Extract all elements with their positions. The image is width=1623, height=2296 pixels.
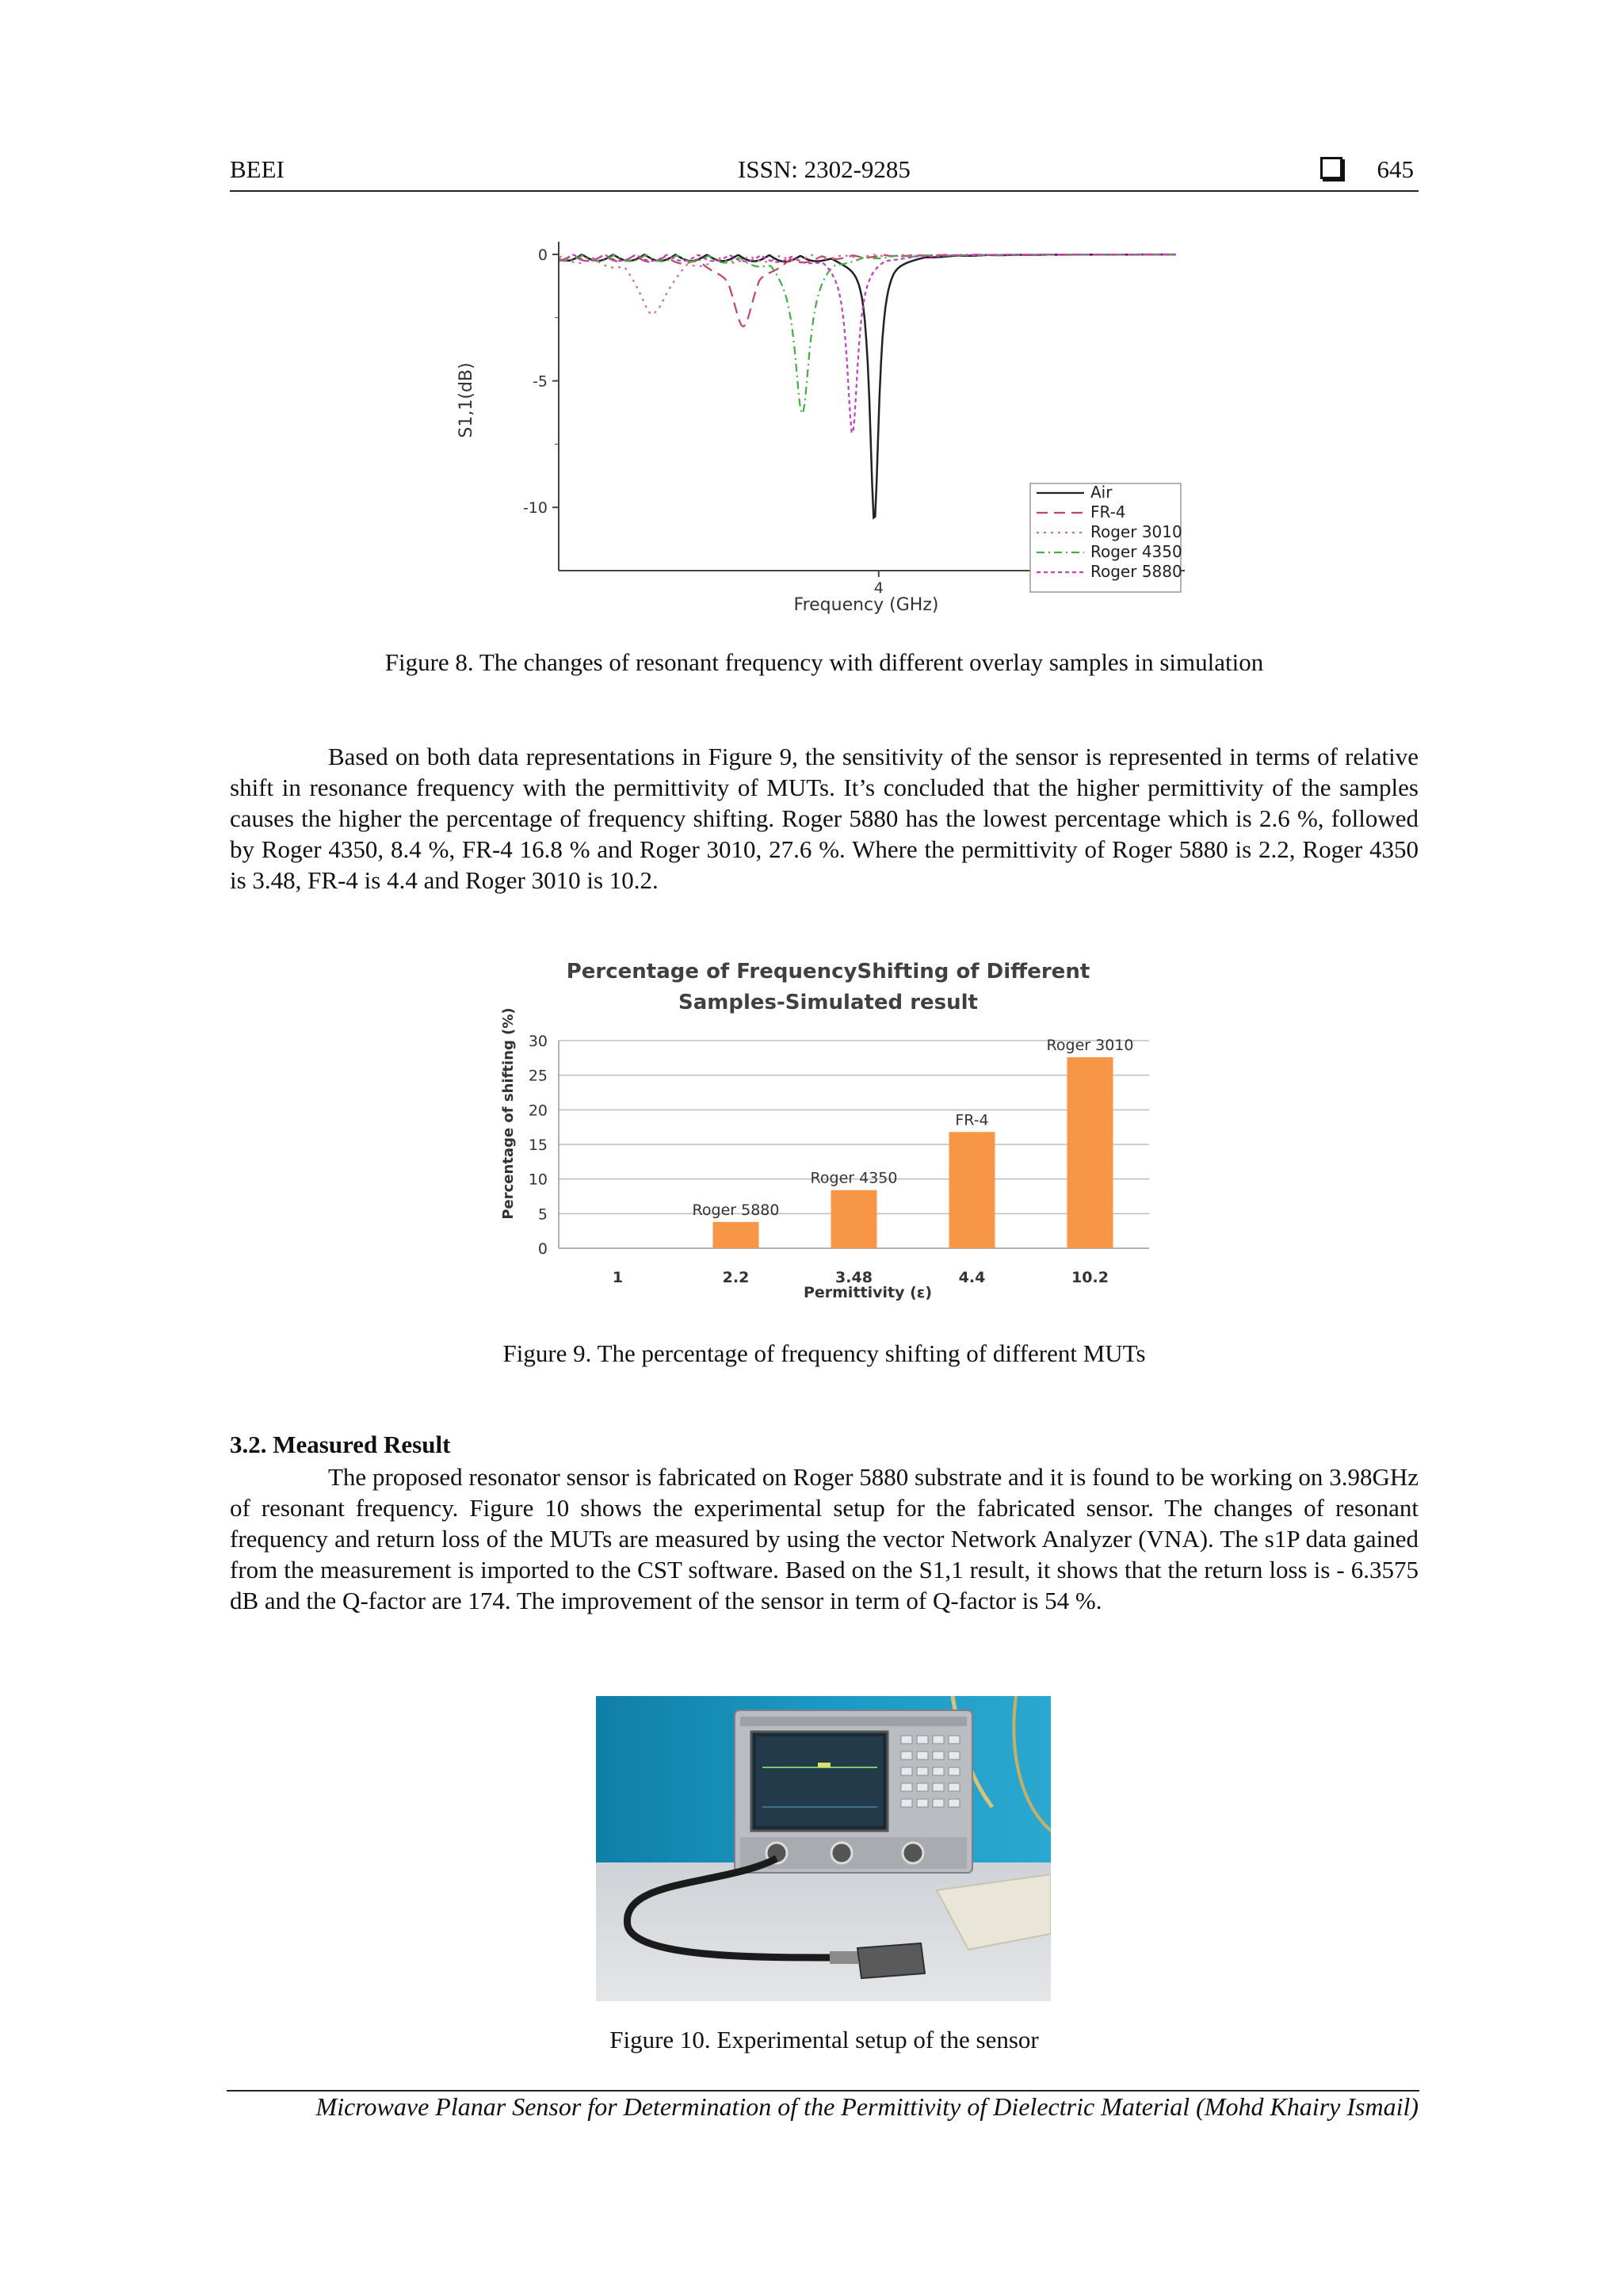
y-axis-label: S1,1(dB) [456,362,476,438]
y-tick-label: 20 [528,1102,548,1120]
chart-title-line-1: Percentage of FrequencyShifting of Different [566,960,1090,984]
bar-label: FR-4 [955,1111,989,1129]
x-tick-label: 10.2 [1071,1269,1109,1286]
y-tick-label: 10 [528,1171,548,1189]
bar-2.2 [713,1222,759,1248]
experimental-setup-photo [596,1696,1051,2001]
issn: ISSN: 2302-9285 [738,155,911,183]
bar-label: Roger 4350 [810,1169,898,1187]
figure-9-caption: Figure 9. The percentage of frequency shifting of different MUTs [502,1339,1146,1367]
legend-label: Roger 3010 [1090,522,1182,541]
y-tick-label: -5 [533,372,548,391]
y-tick-label: 0 [537,246,548,264]
legend-label: Air [1090,483,1113,502]
series-line-fr-4 [559,254,1176,327]
x-axis-label: Permittivity (ε) [803,1284,933,1301]
figure-8 [440,222,1201,626]
bar-label: Roger 5880 [692,1201,780,1219]
page-number: 645 [1377,155,1414,183]
series-line-roger-5880 [559,254,1176,433]
legend-label: Roger 4350 [1090,542,1182,561]
x-tick-label: 3.48 [835,1269,873,1286]
y-tick-label: -10 [522,499,548,518]
bar-label: Roger 3010 [1046,1036,1134,1054]
y-axis-label: Percentage of shifting (%) [500,1007,517,1220]
page-number-wrap [1320,155,1415,184]
bar-4.4 [949,1132,995,1248]
figure-9 [491,951,1157,1316]
chart-title-line-2: Samples-Simulated result [678,991,978,1014]
body-paragraph-2: The proposed resonator sensor is fabricated on Roger 5880 substrate and it is found to be working on 3.98GHz of resonant frequency. Figure 10 shows the experimental setup for the fabricated sensor. The changes of resonant frequency and return loss of the MUTs are measured by using the vector Network Analyzer (VNA). The s1P data gained from the measurement is imported to the CST software. Based on the S1,1 result, it shows that the return loss is - 6.3575 dB and the Q-factor are 174. The improvement of the sensor in term of Q-factor is 54 %. [230,1463,1419,1614]
x-tick-label: 4.4 [958,1269,986,1286]
s11-line-chart [440,222,1201,626]
section-heading: 3.2. Measured Result [230,1431,451,1458]
series-line-roger-4350 [559,254,1176,413]
series-line-roger-3010 [559,254,1176,315]
page-header [230,152,1419,192]
y-tick-label: 15 [528,1137,548,1154]
page-footer: Microwave Planar Sensor for Determination of the Permittivity of Dielectric Material (Mohd Khairy Ismail) [315,2092,1419,2121]
y-tick-label: 0 [537,1240,548,1258]
frequency-shift-bar-chart [491,951,1157,1316]
x-tick-label: 4 [873,579,884,597]
bar-10.2 [1067,1057,1113,1248]
bar-3.48 [831,1190,877,1248]
figure-10-caption: Figure 10. Experimental setup of the sensor [609,2026,1039,2053]
body-paragraph-1: Based on both data representations in Figure 9, the sensitivity of the sensor is represented in terms of relative shift in resonance frequency with the permittivity of MUTs. It’s concluded that the higher permittivity of the samples causes the higher the percentage of frequency shifting. Roger 5880 has the lowest percentage which is 2.6 %, followed by Roger 4350, 8.4 %, FR-4 16.8 % and Roger 3010, 27.6 %. Where the permittivity of Roger 5880 is 2.2, Roger 4350 is 3.48, FR-4 is 4.4 and Roger 3010 is 10.2. [230,743,1419,894]
journal-name: BEEI [230,155,285,183]
y-tick-label: 30 [528,1033,548,1050]
x-axis-label: Frequency (GHz) [793,595,939,615]
series-line-air [559,254,1176,518]
legend-label: FR-4 [1090,502,1126,521]
figure-8-caption: Figure 8. The changes of resonant frequency with different overlay samples in simulation [384,648,1264,676]
x-tick-label: 2.2 [722,1269,750,1286]
x-tick-label: 1 [612,1269,624,1286]
y-tick-label: 5 [537,1205,548,1224]
checkbox-icon [1320,157,1342,179]
y-tick-label: 25 [528,1067,548,1085]
legend-label: Roger 5880 [1090,562,1182,581]
footer-rule [227,2090,1419,2092]
figure-10 [596,1696,1051,2001]
